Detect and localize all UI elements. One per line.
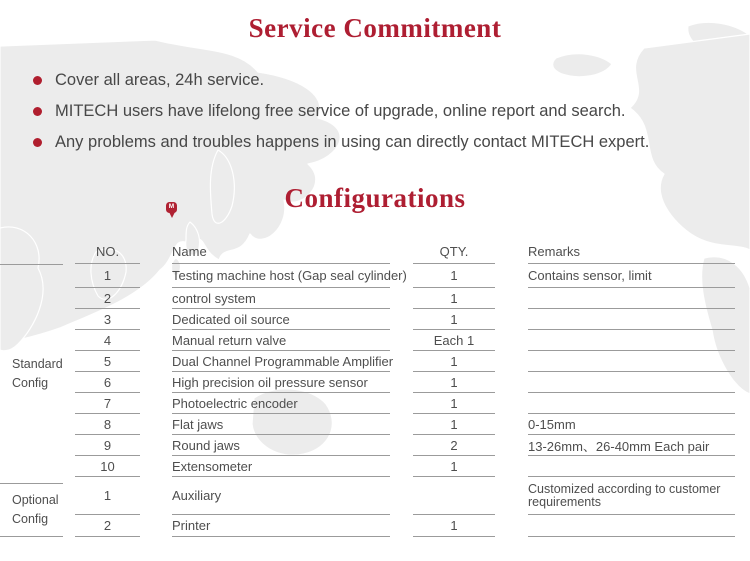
cell-no: 1 xyxy=(75,264,140,288)
cell-no: 2 xyxy=(75,515,140,537)
bullet-text: Cover all areas, 24h service. xyxy=(55,70,265,89)
cell-qty xyxy=(413,477,495,515)
cell-qty: 1 xyxy=(413,393,495,414)
cell-qty: 1 xyxy=(413,264,495,288)
table-header-row xyxy=(0,240,750,264)
service-bullet-list xyxy=(33,71,649,164)
cell-remarks: 0-15mm xyxy=(528,414,735,435)
header-name: Name xyxy=(172,240,390,264)
group-label-optional-config xyxy=(0,483,63,537)
cell-qty: 1 xyxy=(413,515,495,537)
map-pin-tip xyxy=(169,212,175,218)
header-remarks: Remarks xyxy=(528,240,735,264)
cell-name: Manual return valve xyxy=(172,330,390,351)
bullet-item xyxy=(33,102,649,120)
table-row xyxy=(0,515,750,537)
cell-name: Round jaws xyxy=(172,435,390,456)
table-row xyxy=(0,477,750,515)
cell-name: Extensometer xyxy=(172,456,390,477)
cell-qty: 2 xyxy=(413,435,495,456)
bullet-text: MITECH users have lifelong free service of upgrade, online report and search. xyxy=(55,101,626,120)
cell-remarks xyxy=(528,456,735,477)
cell-name: Auxiliary xyxy=(172,477,390,515)
cell-name: High precision oil pressure sensor xyxy=(172,372,390,393)
group-label-text: Optional Config xyxy=(12,493,59,526)
cell-name: Dual Channel Programmable Amplifier xyxy=(172,351,390,372)
cell-qty: Each 1 xyxy=(413,330,495,351)
cell-remarks xyxy=(528,309,735,330)
cell-no: 6 xyxy=(75,372,140,393)
cell-name: control system xyxy=(172,288,390,309)
header-qty: QTY. xyxy=(413,240,495,264)
table-row xyxy=(0,456,750,477)
cell-remarks xyxy=(528,372,735,393)
group-label-text: Standard Config xyxy=(12,357,63,390)
map-pin-icon xyxy=(166,202,177,218)
cell-no: 10 xyxy=(75,456,140,477)
configurations-title: Configurations xyxy=(284,183,466,213)
cell-qty: 1 xyxy=(413,351,495,372)
cell-no: 9 xyxy=(75,435,140,456)
cell-qty: 1 xyxy=(413,414,495,435)
configurations-table xyxy=(0,240,750,537)
bullet-dot-icon xyxy=(33,76,42,85)
bullet-item xyxy=(33,71,649,89)
cell-qty: 1 xyxy=(413,456,495,477)
cell-no: 7 xyxy=(75,393,140,414)
cell-no: 4 xyxy=(75,330,140,351)
cell-remarks: Customized according to customer requirements xyxy=(528,477,735,515)
cell-remarks xyxy=(528,330,735,351)
bullet-dot-icon xyxy=(33,107,42,116)
map-pin-letter: M xyxy=(168,203,175,211)
cell-name: Photoelectric encoder xyxy=(172,393,390,414)
header-no: NO. xyxy=(75,240,140,264)
cell-remarks xyxy=(528,393,735,414)
cell-remarks xyxy=(528,515,735,537)
cell-qty: 1 xyxy=(413,288,495,309)
cell-remarks xyxy=(528,351,735,372)
cell-name: Flat jaws xyxy=(172,414,390,435)
cell-remarks: Contains sensor, limit xyxy=(528,264,735,288)
table-row xyxy=(0,309,750,330)
cell-remarks xyxy=(528,288,735,309)
bullet-text: Any problems and troubles happens in using can directly contact MITECH expert. xyxy=(55,132,650,151)
cell-remarks: 13-26mm、26-40mm Each pair xyxy=(528,435,735,456)
table-row xyxy=(0,330,750,351)
group-label-standard-config xyxy=(0,264,63,483)
table-row xyxy=(0,264,750,288)
table-row xyxy=(0,435,750,456)
cell-name: Dedicated oil source xyxy=(172,309,390,330)
cell-qty: 1 xyxy=(413,372,495,393)
cell-no: 3 xyxy=(75,309,140,330)
cell-no: 1 xyxy=(75,477,140,515)
cell-no: 2 xyxy=(75,288,140,309)
table-row xyxy=(0,372,750,393)
table-row xyxy=(0,393,750,414)
bullet-dot-icon xyxy=(33,138,42,147)
bullet-item xyxy=(33,133,649,151)
service-commitment-title: Service Commitment xyxy=(248,13,502,43)
table-row xyxy=(0,351,750,372)
cell-qty: 1 xyxy=(413,309,495,330)
cell-name: Printer xyxy=(172,515,390,537)
table-row xyxy=(0,288,750,309)
cell-name: Testing machine host (Gap seal cylinder) xyxy=(172,264,390,288)
cell-no: 8 xyxy=(75,414,140,435)
table-row xyxy=(0,414,750,435)
cell-no: 5 xyxy=(75,351,140,372)
